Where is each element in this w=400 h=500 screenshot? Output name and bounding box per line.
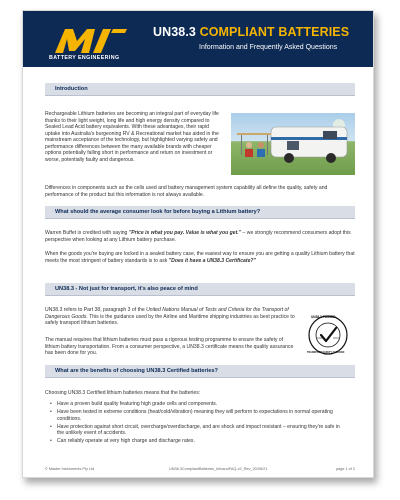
footer-page-number: page 1 of 2	[335, 467, 355, 471]
intro-paragraph-2: Differences in components such as the cells used and battery management system capability all define the quality, safety and performance of the product but this information is not always available.	[45, 185, 328, 198]
section-header-consumer	[45, 206, 355, 219]
section-title: What should the average consumer look for before buying a Lithium battery?	[55, 209, 261, 215]
benefits-intro: Choosing UN38.3 Certified lithium batteries means that the batteries:	[45, 390, 201, 396]
un38-passed-badge-icon	[307, 314, 349, 356]
footer-document-id: UN38.3CompliantBatteries_InfoandFAQ-v2_Rev_20/06/21	[169, 467, 268, 471]
transport-paragraph-2: The manual requires that lithium batteries must pass a rigorous testing programme to ensure the safety of lithium battery transportation. From a consumer perspective, a UN38.3 certificate means the quality assurance has been done for you.	[45, 337, 294, 356]
text-run: – we strongly recommend consumers adopt this perspective when looking at any Lithium battery purchase.	[45, 230, 351, 243]
buffet-quote: "Price is what you pay. Value is what you get."	[128, 230, 242, 236]
section-title: Introduction	[55, 86, 88, 92]
un-manual-title: United Nations Manual of Tests and Criteria for the Transport of Dangerous Goods.	[45, 307, 289, 320]
page-subtitle: Information and Frequently Asked Questions	[199, 44, 338, 51]
consumer-paragraph-2	[45, 251, 355, 264]
rv-photo	[231, 113, 355, 175]
document-header	[23, 11, 374, 67]
section-title: UN38.3 - Not just for transport, it's also peace of mind	[55, 286, 198, 292]
text-run: Warren Buffet is credited with saying	[45, 230, 129, 236]
section-header-benefits	[45, 365, 355, 378]
title-main: UN38.3	[153, 25, 196, 39]
consumer-paragraph-1	[45, 230, 355, 243]
transport-paragraph-1	[45, 307, 295, 327]
intro-paragraph-1: Rechargeable Lithium batteries are becoming an integral part of everyday life thanks to their light weight, long life and high energy density compared to Sealed Lead Acid battery equivalents. With these advantages, their rapid uptake into Australia's burgeoning RV & Recreational market has aided in the mainstream acceptance of the technology, but highlighted varying safety and performance differences between the many available brands with cheaper options potentially falling short in performance and return on investment or worse, potentially faulty and dangerous.	[45, 111, 219, 163]
list-item: • Have been tested in extreme conditions (heat/cold/vibration) meaning they will perform to expectations in normal operating conditions.	[45, 409, 345, 422]
section-title: What are the benefits of choosing UN38.3 Certified batteries?	[55, 368, 218, 374]
text-run: When the goods you're buying are locked in a sealed battery case, the easiest way to ensure you are getting a quality Lithium battery that meets the most stringent of battery standards is to ask	[45, 251, 355, 264]
mi-logo-icon	[53, 27, 129, 55]
badge-top-text: UN38.3 PASSED	[311, 315, 336, 319]
logo-tagline: BATTERY ENGINEERING	[49, 55, 120, 61]
text-run: UN38.3 refers to Part 38, paragraph 3 of the	[45, 307, 147, 313]
section-header-transport	[45, 283, 355, 296]
text-run: This is the guidance used by the Airline and Maritime shipping industries as best practice to safely transport lithium batteries.	[45, 313, 295, 326]
caravan-scene-icon	[231, 113, 355, 175]
certificate-question: "Does it have a UN38.3 Certificate?"	[168, 257, 256, 264]
footer-copyright: © Master Instruments Pty Ltd	[45, 467, 95, 471]
list-item: • Have a proven build quality featuring high grade cells and components.	[45, 401, 345, 408]
list-item: • Can reliably operate at very high charge and discharge rates.	[45, 438, 345, 445]
list-item: • Have protection against short circuit, overcharge/overdischarge, and are shock and impact resistant – ensuring they're safe in the unlikely event of accidents.	[45, 424, 345, 437]
benefits-list	[45, 401, 345, 446]
document-page	[22, 10, 374, 478]
title-accent: COMPLIANT BATTERIES	[199, 25, 350, 39]
badge-bottom-text: TRANSPORT SAFETY CHECKED	[307, 351, 345, 354]
section-header-introduction	[45, 83, 355, 96]
page-title	[153, 25, 349, 39]
